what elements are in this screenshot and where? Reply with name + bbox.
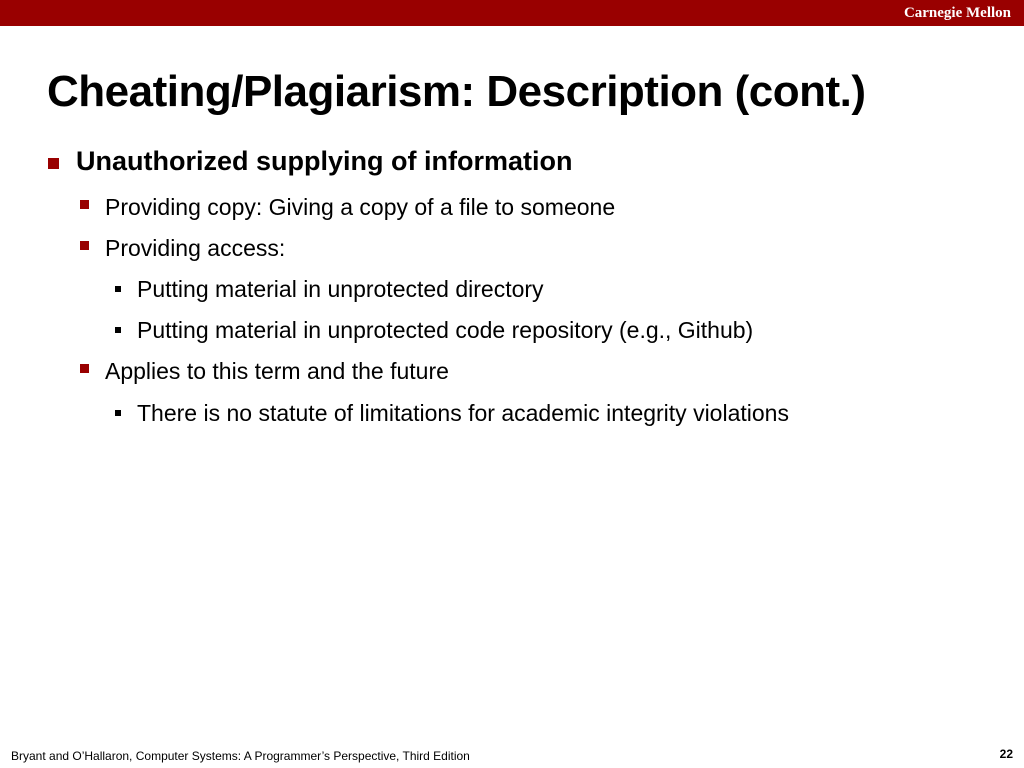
bullet-text: Putting material in unprotected code repository (e.g., Github) (137, 317, 754, 343)
bullet-level-3 (137, 315, 753, 345)
bullet-text: Putting material in unprotected directory (137, 276, 544, 302)
bullet-level-1 (76, 144, 572, 178)
square-bullet-icon (115, 286, 121, 292)
bullet-level-2 (105, 192, 615, 222)
bullet-text: Applies to this term and the future (105, 358, 449, 384)
bullet-level-2 (105, 233, 285, 263)
bullet-text: Unauthorized supplying of information (76, 146, 573, 176)
bullet-text: Providing copy: Giving a copy of a file to someone (105, 194, 616, 220)
square-bullet-icon (80, 241, 89, 250)
footer-credit: Bryant and O’Hallaron, Computer Systems: A Programmer’s Perspective, Third Edition (11, 749, 470, 763)
slide-title: Cheating/Plagiarism: Description (cont.) (47, 67, 866, 116)
bullet-text: There is no statute of limitations for academic integrity violations (137, 400, 789, 426)
square-bullet-icon (80, 364, 89, 373)
bullet-text: Providing access: (105, 235, 286, 261)
page-number: 22 (999, 747, 1013, 761)
square-bullet-icon (115, 327, 121, 333)
bullet-level-3 (137, 398, 789, 428)
square-bullet-icon (80, 200, 89, 209)
bullet-level-3 (137, 274, 544, 304)
brand-label: Carnegie Mellon (903, 5, 1011, 21)
bullet-level-2 (105, 356, 449, 386)
square-bullet-icon (48, 158, 59, 169)
square-bullet-icon (115, 410, 121, 416)
